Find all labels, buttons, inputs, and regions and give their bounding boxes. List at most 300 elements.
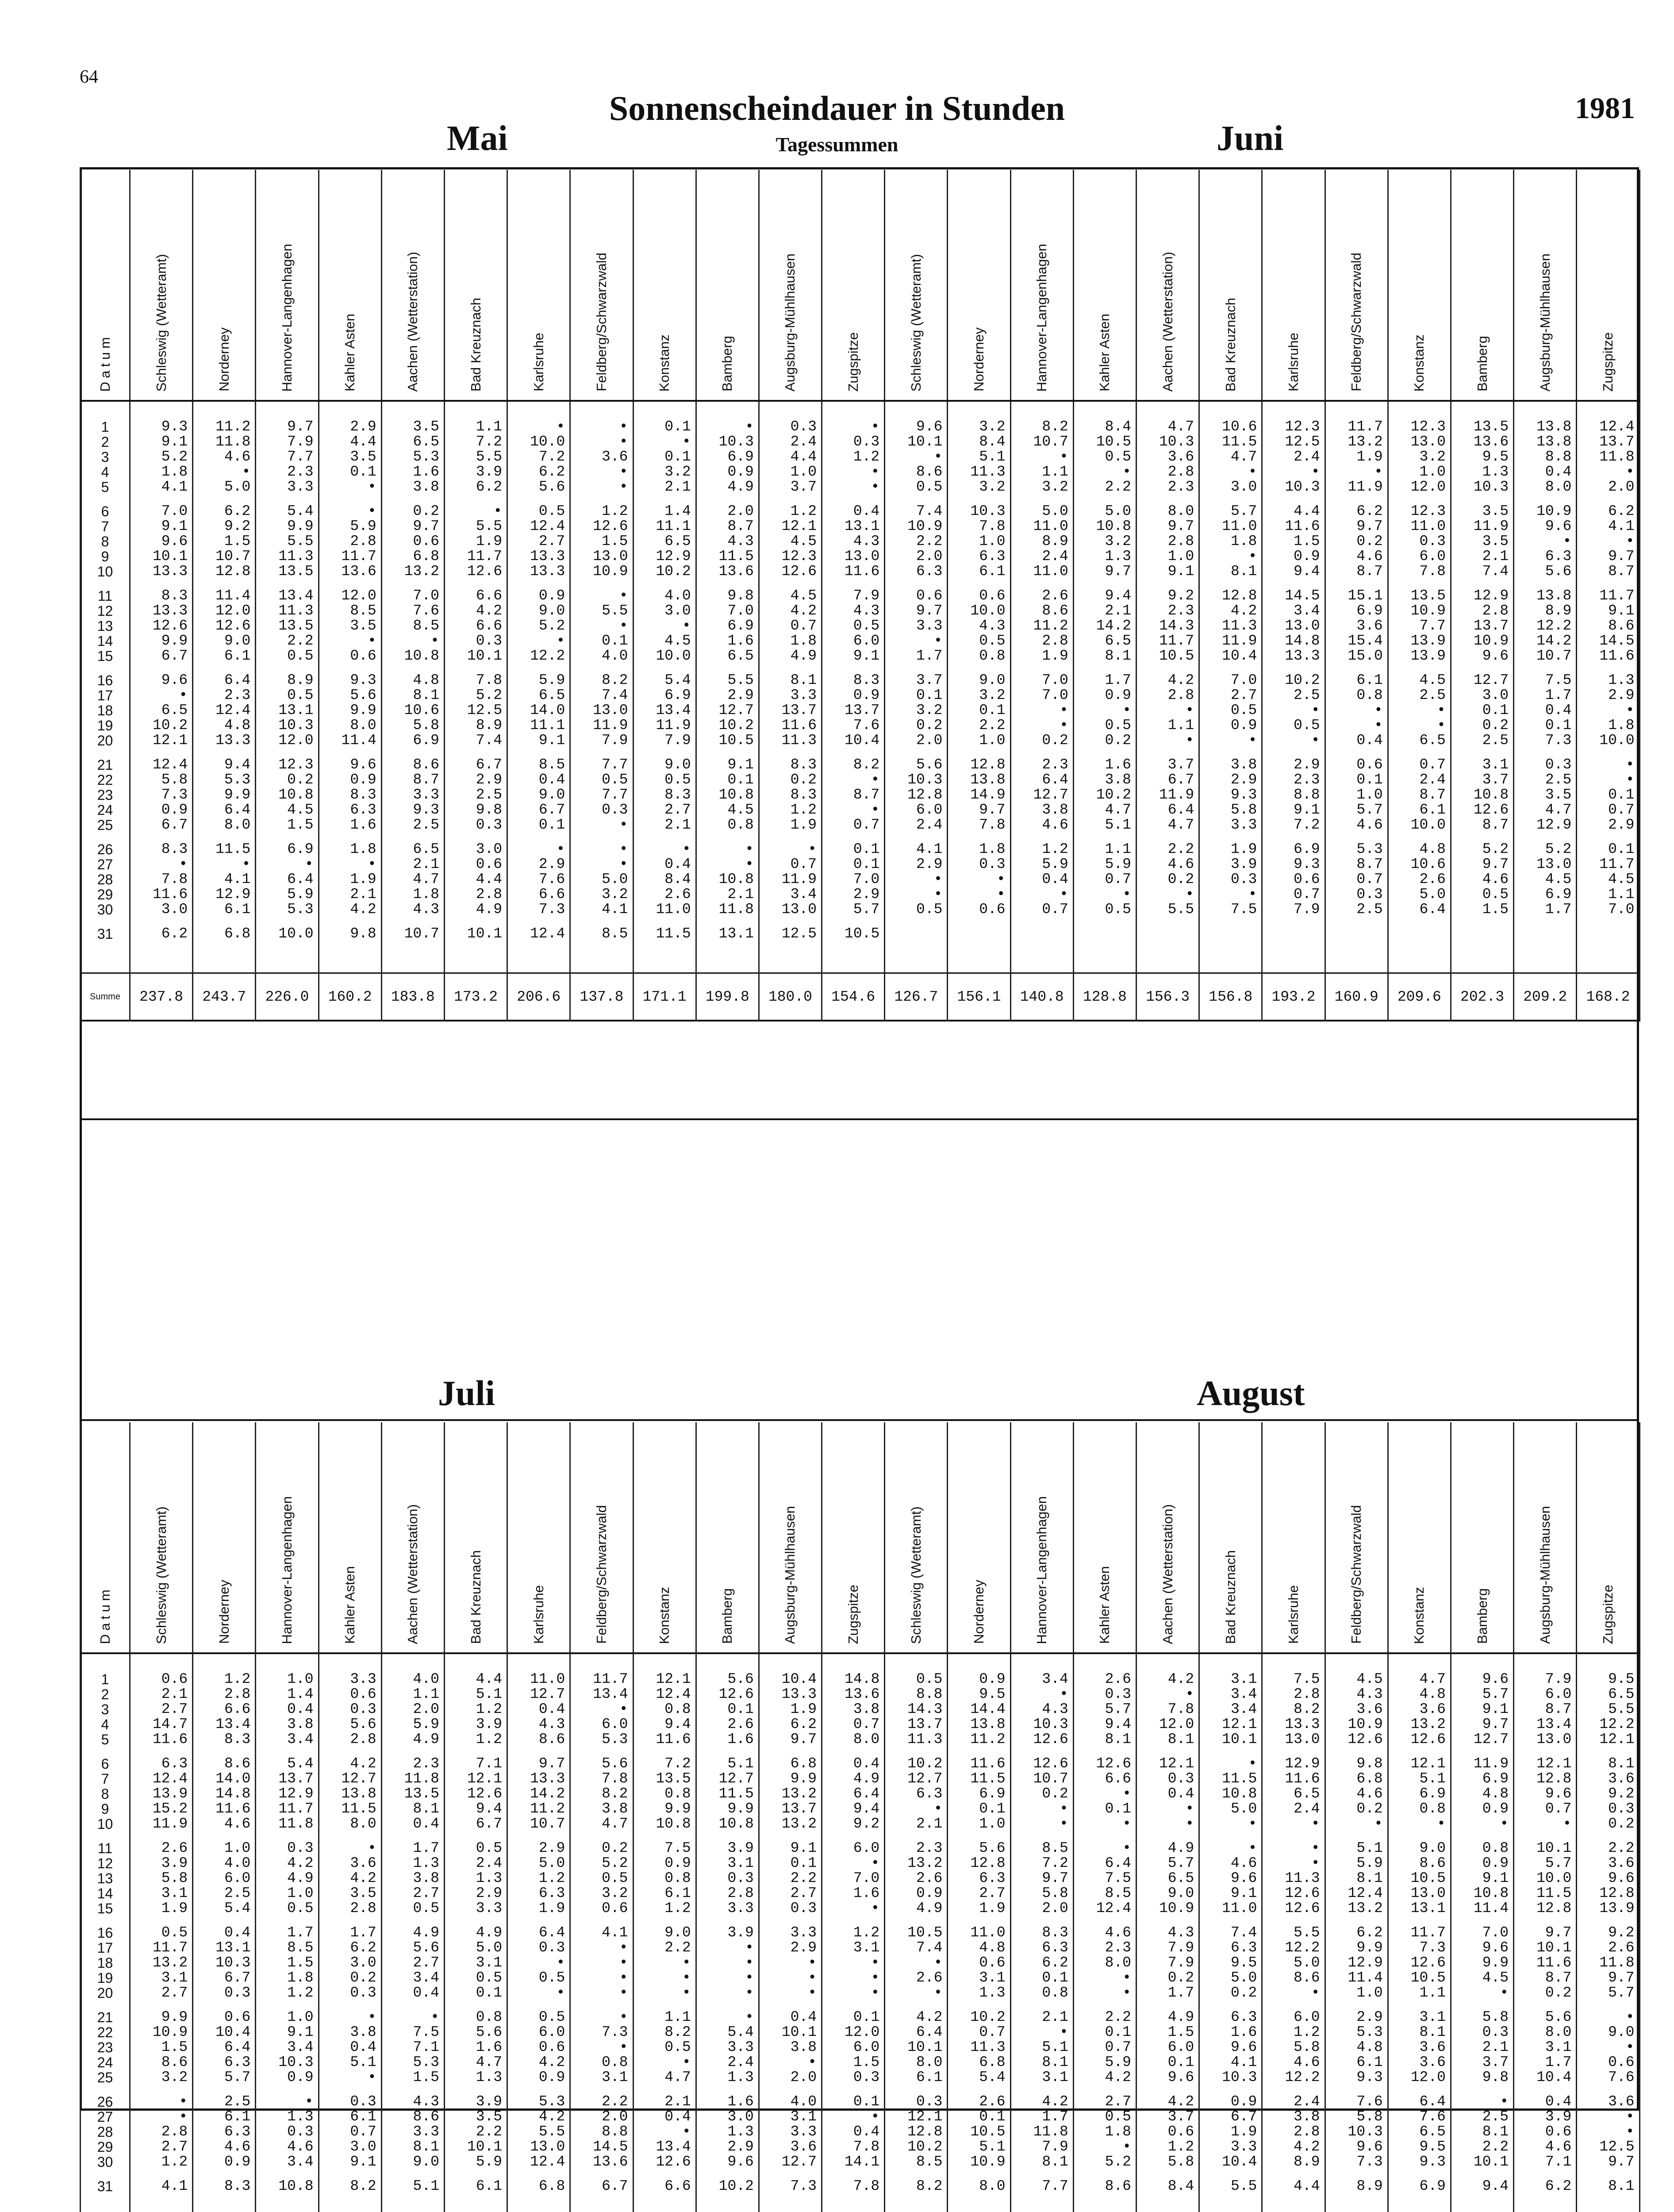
day-number: 2 <box>81 434 130 449</box>
value-cell: 1.7 <box>1010 2109 1073 2124</box>
value-cell: 9.7 <box>1325 519 1388 534</box>
value-cell: 2.4 <box>696 2055 759 2070</box>
value-cell: 1.8 <box>759 634 822 649</box>
value-cell: 12.8 <box>885 787 948 803</box>
value-cell: 2.2 <box>1073 2010 1136 2025</box>
value-cell: 7.0 <box>822 1871 885 1886</box>
value-cell: 3.5 <box>1514 787 1577 803</box>
value-cell: 9.6 <box>885 419 948 434</box>
sum-cell: 126.7 <box>885 973 948 1021</box>
value-cell: 0.1 <box>570 634 633 649</box>
station-name: Zugspitze <box>1600 332 1616 392</box>
day-number: 31 <box>81 2179 130 2194</box>
station-column-header <box>1577 1422 1639 1653</box>
table-row <box>81 465 1640 480</box>
value-cell: 1.2 <box>759 803 822 818</box>
value-cell: • <box>1262 1985 1325 2001</box>
value-cell: 6.9 <box>1514 887 1577 902</box>
value-cell: 12.6 <box>1073 1756 1136 1771</box>
value-cell: 3.3 <box>696 2040 759 2055</box>
value-cell: 1.2 <box>193 1672 256 1687</box>
value-cell: 4.4 <box>1262 504 1325 519</box>
value-cell: 0.8 <box>633 1871 696 1886</box>
value-cell: 4.3 <box>822 603 885 618</box>
station-name: Bamberg <box>719 336 735 392</box>
value-cell: 13.0 <box>1514 1732 1577 1747</box>
value-cell: 0.3 <box>319 1985 381 2001</box>
value-cell: 0.3 <box>319 1702 381 1717</box>
table-row <box>81 757 1640 772</box>
value-cell: 0.3 <box>444 818 507 833</box>
value-cell: 8.7 <box>1514 1970 1577 1985</box>
value-cell: 0.2 <box>1136 872 1199 887</box>
value-cell: 8.3 <box>759 757 822 772</box>
value-cell: 6.7 <box>444 1816 507 1832</box>
value-cell: 12.3 <box>759 549 822 564</box>
value-cell: • <box>193 465 256 480</box>
value-cell: 0.8 <box>696 818 759 833</box>
value-cell: 1.3 <box>444 1871 507 1886</box>
value-cell: 1.3 <box>948 1985 1010 2001</box>
value-cell: 3.3 <box>1199 2139 1262 2154</box>
value-cell: • <box>1262 1816 1325 1832</box>
value-cell: 0.7 <box>1010 902 1073 917</box>
value-cell: 7.0 <box>696 603 759 618</box>
value-cell: 3.1 <box>948 1970 1010 1985</box>
value-cell: 0.1 <box>1073 1801 1136 1816</box>
value-cell: 12.6 <box>444 564 507 579</box>
value-cell: 4.6 <box>193 2139 256 2154</box>
value-cell: • <box>570 2040 633 2055</box>
day-number: 22 <box>81 772 130 787</box>
value-cell: 2.5 <box>1451 733 1513 748</box>
value-cell: 9.2 <box>822 1816 885 1832</box>
value-cell: 6.4 <box>193 803 256 818</box>
value-cell: 7.0 <box>1199 673 1262 688</box>
value-cell: 10.2 <box>948 2010 1010 2025</box>
value-cell: 0.7 <box>822 1717 885 1732</box>
value-cell: 0.3 <box>1199 872 1262 887</box>
value-cell: 6.9 <box>256 842 319 857</box>
value-cell: 2.5 <box>1451 2109 1513 2124</box>
month-label-juli: Juli <box>438 1374 495 1413</box>
table-row <box>81 2154 1640 2170</box>
value-cell: 3.4 <box>1199 1702 1262 1717</box>
value-cell: 8.1 <box>759 673 822 688</box>
day-number: 15 <box>81 649 130 664</box>
table-row <box>81 549 1640 564</box>
value-cell: 12.9 <box>633 549 696 564</box>
value-cell: 0.3 <box>1514 757 1577 772</box>
value-cell: 7.0 <box>822 872 885 887</box>
station-name: Hannover-Langenhagen <box>1034 243 1050 392</box>
value-cell: 0.6 <box>319 1687 381 1702</box>
value-cell: 0.6 <box>885 588 948 603</box>
value-cell: 0.9 <box>1199 718 1262 733</box>
value-cell: 3.7 <box>759 480 822 495</box>
value-cell: 5.8 <box>1325 2109 1388 2124</box>
value-cell: 0.3 <box>822 2070 885 2085</box>
value-cell: 0.2 <box>1451 718 1513 733</box>
value-cell: 13.8 <box>1514 419 1577 434</box>
value-cell: 1.2 <box>507 1871 570 1886</box>
value-cell: 2.8 <box>1136 465 1199 480</box>
table-row <box>81 1901 1640 1916</box>
sum-cell: 171.1 <box>633 973 696 1021</box>
table-row <box>81 603 1640 618</box>
value-cell: 6.6 <box>444 588 507 603</box>
value-cell: 4.3 <box>381 2094 444 2109</box>
value-cell: • <box>1010 449 1073 465</box>
value-cell: 4.6 <box>1010 818 1073 833</box>
value-cell: 1.8 <box>1577 718 1639 733</box>
value-cell: 2.0 <box>759 2070 822 2085</box>
value-cell: 9.3 <box>381 803 444 818</box>
value-cell: 4.3 <box>696 534 759 549</box>
value-cell: 9.0 <box>948 673 1010 688</box>
value-cell: 9.6 <box>1325 2139 1388 2154</box>
value-cell: 9.9 <box>1325 1940 1388 1955</box>
station-column-header <box>193 1422 256 1653</box>
value-cell: 11.9 <box>633 718 696 733</box>
value-cell: 12.6 <box>1388 1732 1451 1747</box>
value-cell: 3.0 <box>444 842 507 857</box>
value-cell: 4.9 <box>1136 2010 1199 2025</box>
value-cell: 7.6 <box>822 718 885 733</box>
value-cell: 5.9 <box>1010 857 1073 872</box>
value-cell: 11.5 <box>1514 1886 1577 1901</box>
value-cell: 0.4 <box>1010 872 1073 887</box>
value-cell: 3.6 <box>1388 2055 1451 2070</box>
value-cell: 6.3 <box>193 2124 256 2139</box>
value-cell: 8.1 <box>1325 1871 1388 1886</box>
value-cell: 0.8 <box>444 2010 507 2025</box>
value-cell: • <box>1262 703 1325 718</box>
value-cell: 7.4 <box>570 688 633 703</box>
value-cell: 4.9 <box>381 1925 444 1940</box>
value-cell: 8.6 <box>507 1732 570 1747</box>
value-cell: 3.8 <box>1262 2109 1325 2124</box>
value-cell: 11.2 <box>193 419 256 434</box>
value-cell: 2.1 <box>885 1816 948 1832</box>
table-row <box>81 1756 1640 1771</box>
value-cell: • <box>1577 772 1639 787</box>
value-cell: 6.3 <box>885 1786 948 1801</box>
value-cell: 10.4 <box>193 2025 256 2040</box>
value-cell: 1.9 <box>1325 449 1388 465</box>
day-number: 16 <box>81 673 130 688</box>
value-cell: 13.3 <box>130 603 193 618</box>
value-cell: 1.7 <box>1136 1985 1199 2001</box>
value-cell: 2.1 <box>130 1687 193 1702</box>
value-cell: 15.0 <box>1325 649 1388 664</box>
value-cell: • <box>319 857 381 872</box>
value-cell: 9.6 <box>130 534 193 549</box>
value-cell: 4.3 <box>1325 1687 1388 1702</box>
value-cell: 3.8 <box>319 2025 381 2040</box>
value-cell: 11.7 <box>1325 419 1388 434</box>
value-cell: 4.6 <box>1514 2139 1577 2154</box>
value-cell: • <box>570 618 633 634</box>
value-cell: 5.9 <box>507 673 570 688</box>
value-cell: 8.0 <box>1514 480 1577 495</box>
value-cell: 4.6 <box>1325 818 1388 833</box>
value-cell: • <box>633 434 696 449</box>
value-cell: 7.1 <box>444 1756 507 1771</box>
value-cell: 9.0 <box>633 757 696 772</box>
value-cell: 10.0 <box>507 434 570 449</box>
value-cell: 10.8 <box>381 649 444 664</box>
value-cell: 0.5 <box>444 1841 507 1856</box>
value-cell: 0.8 <box>1388 1801 1451 1816</box>
value-cell: 6.1 <box>193 649 256 664</box>
value-cell: 3.6 <box>759 2139 822 2154</box>
value-cell: 6.4 <box>256 872 319 887</box>
value-cell: 11.8 <box>381 1771 444 1786</box>
value-cell: 0.5 <box>130 1925 193 1940</box>
value-cell: 5.4 <box>696 2025 759 2040</box>
value-cell: 5.0 <box>1073 504 1136 519</box>
value-cell: • <box>130 2094 193 2109</box>
value-cell: 4.3 <box>507 1717 570 1732</box>
station-name: Feldberg/Schwarzwald <box>1348 1505 1364 1644</box>
value-cell: 4.3 <box>1136 1925 1199 1940</box>
value-cell: 9.4 <box>633 1717 696 1732</box>
value-cell: 0.7 <box>759 618 822 634</box>
station-name: Bad Kreuznach <box>468 1550 484 1644</box>
table-row <box>81 926 1640 941</box>
value-cell: 2.0 <box>570 2109 633 2124</box>
value-cell: 8.1 <box>1073 649 1136 664</box>
value-cell: 6.3 <box>1199 1940 1262 1955</box>
value-cell: 3.9 <box>444 465 507 480</box>
value-cell <box>1010 926 1073 941</box>
value-cell: 13.0 <box>1388 1886 1451 1901</box>
value-cell: 10.6 <box>1388 857 1451 872</box>
value-cell: 8.8 <box>885 1687 948 1702</box>
value-cell: 5.3 <box>1325 2025 1388 2040</box>
value-cell: 7.3 <box>1514 733 1577 748</box>
value-cell: 13.2 <box>1325 434 1388 449</box>
value-cell: 4.2 <box>1136 2094 1199 2109</box>
value-cell: 6.6 <box>507 887 570 902</box>
value-cell: 9.2 <box>1577 1925 1639 1940</box>
value-cell: 1.2 <box>822 1925 885 1940</box>
value-cell: 0.5 <box>1073 902 1136 917</box>
value-cell: 12.7 <box>319 1771 381 1786</box>
value-cell: 8.6 <box>1262 1970 1325 1985</box>
value-cell: 3.1 <box>1199 1672 1262 1687</box>
table-row <box>81 1732 1640 1747</box>
value-cell: 6.5 <box>1262 1786 1325 1801</box>
month-label-juni: Juni <box>1217 119 1284 158</box>
value-cell: 7.2 <box>1262 818 1325 833</box>
value-cell: 10.4 <box>1199 2154 1262 2170</box>
value-cell: 2.1 <box>1451 549 1513 564</box>
value-cell: 9.1 <box>507 733 570 748</box>
value-cell: 1.2 <box>633 1901 696 1916</box>
value-cell: 2.2 <box>444 2124 507 2139</box>
value-cell: 4.9 <box>444 1925 507 1940</box>
value-cell: 1.5 <box>822 2055 885 2070</box>
sum-label: Summe <box>81 973 130 1021</box>
value-cell: 5.1 <box>1325 1841 1388 1856</box>
table-row <box>81 1940 1640 1955</box>
day-number: 6 <box>81 504 130 519</box>
value-cell: 1.0 <box>1136 549 1199 564</box>
station-column-header <box>1010 1422 1073 1653</box>
value-cell: 8.5 <box>381 618 444 634</box>
value-cell: 1.5 <box>1451 902 1513 917</box>
value-cell: 6.4 <box>822 1786 885 1801</box>
value-cell: 11.9 <box>1199 634 1262 649</box>
value-cell: 0.8 <box>633 1786 696 1801</box>
value-cell: 10.1 <box>1514 1940 1577 1955</box>
value-cell: 12.2 <box>1262 1940 1325 1955</box>
value-cell: 0.1 <box>885 688 948 703</box>
station-column-header <box>444 170 507 401</box>
value-cell: 6.8 <box>193 926 256 941</box>
value-cell: 11.9 <box>570 718 633 733</box>
value-cell: 5.0 <box>1388 887 1451 902</box>
value-cell: 0.1 <box>948 2109 1010 2124</box>
value-cell: 9.3 <box>1262 857 1325 872</box>
value-cell: 7.4 <box>885 504 948 519</box>
value-cell: 3.0 <box>130 902 193 917</box>
value-cell: 3.1 <box>759 2109 822 2124</box>
value-cell: 13.3 <box>1262 649 1325 664</box>
value-cell: 0.4 <box>193 1925 256 1940</box>
value-cell: 0.1 <box>1073 2025 1136 2040</box>
value-cell: 9.7 <box>1451 857 1513 872</box>
value-cell: 6.7 <box>130 818 193 833</box>
value-cell: 6.2 <box>507 465 570 480</box>
value-cell: 8.5 <box>885 2154 948 2170</box>
value-cell: 12.7 <box>759 2154 822 2170</box>
value-cell: 3.3 <box>885 618 948 634</box>
value-cell: 12.8 <box>885 2124 948 2139</box>
value-cell: 7.8 <box>570 1771 633 1786</box>
value-cell: 5.8 <box>130 1871 193 1886</box>
station-column-header <box>696 170 759 401</box>
value-cell: 8.2 <box>1262 1702 1325 1717</box>
value-cell: 3.5 <box>319 618 381 634</box>
table-row <box>81 534 1640 549</box>
value-cell: 2.9 <box>507 1841 570 1856</box>
value-cell: 5.1 <box>319 2055 381 2070</box>
value-cell: • <box>1073 1816 1136 1832</box>
value-cell: 6.8 <box>1325 1771 1388 1786</box>
value-cell: • <box>1577 465 1639 480</box>
value-cell: 2.9 <box>444 1886 507 1901</box>
value-cell: 0.9 <box>1262 549 1325 564</box>
value-cell: 3.8 <box>1199 757 1262 772</box>
value-cell: 13.1 <box>193 1940 256 1955</box>
value-cell: 10.8 <box>1451 787 1513 803</box>
value-cell: 0.4 <box>507 1702 570 1717</box>
value-cell: 4.2 <box>1136 1672 1199 1687</box>
station-name: Aachen (Wetterstation) <box>405 251 421 392</box>
value-cell: 9.6 <box>319 757 381 772</box>
table-row <box>81 1816 1640 1832</box>
value-cell: 6.3 <box>1199 2010 1262 2025</box>
table-row <box>81 1771 1640 1786</box>
date-column-header <box>81 170 130 401</box>
value-cell: 12.4 <box>507 926 570 941</box>
value-cell: 5.1 <box>948 2139 1010 2154</box>
value-cell: 13.5 <box>381 1786 444 1801</box>
value-cell: 13.6 <box>570 2154 633 2170</box>
value-cell: 9.5 <box>1451 449 1513 465</box>
value-cell: 9.6 <box>1514 519 1577 534</box>
value-cell: 0.3 <box>822 434 885 449</box>
value-cell: 1.6 <box>696 1732 759 1747</box>
value-cell: 12.6 <box>1325 1732 1388 1747</box>
value-cell: 14.5 <box>570 2139 633 2154</box>
value-cell: 3.4 <box>256 2040 319 2055</box>
value-cell: 0.8 <box>633 1702 696 1717</box>
value-cell: 6.5 <box>130 703 193 718</box>
value-cell: 9.1 <box>1262 803 1325 818</box>
value-cell: 7.7 <box>256 449 319 465</box>
value-cell: 9.1 <box>759 1841 822 1856</box>
station-name: Kahler Asten <box>1097 1566 1113 1644</box>
value-cell: • <box>570 419 633 434</box>
value-cell: 6.2 <box>130 926 193 941</box>
value-cell: • <box>1199 1756 1262 1771</box>
value-cell: 2.4 <box>885 818 948 833</box>
value-cell: 5.8 <box>1451 2010 1513 2025</box>
value-cell: 11.6 <box>1514 1955 1577 1970</box>
station-column-header <box>1577 170 1639 401</box>
value-cell: 8.4 <box>633 872 696 887</box>
value-cell: 8.0 <box>1514 2025 1577 2040</box>
value-cell: 1.0 <box>256 1672 319 1687</box>
value-cell: 8.0 <box>319 1816 381 1832</box>
value-cell: 7.3 <box>1325 2154 1388 2170</box>
value-cell: 0.1 <box>1577 842 1639 857</box>
value-cell: 11.3 <box>1199 618 1262 634</box>
table-row <box>81 1672 1640 1687</box>
value-cell: 2.7 <box>948 1886 1010 1901</box>
value-cell: 3.2 <box>948 688 1010 703</box>
value-cell: 12.7 <box>1451 1732 1513 1747</box>
value-cell: • <box>696 842 759 857</box>
station-name: Schleswig (Wetteramt) <box>153 1506 169 1644</box>
day-number: 27 <box>81 2109 130 2124</box>
value-cell: 12.8 <box>948 757 1010 772</box>
value-cell: 2.1 <box>1451 2040 1513 2055</box>
station-column-header <box>319 1422 381 1653</box>
value-cell: 6.3 <box>319 803 381 818</box>
value-cell: 11.7 <box>130 1940 193 1955</box>
value-cell: 0.3 <box>1451 2025 1513 2040</box>
value-cell: 5.2 <box>130 449 193 465</box>
value-cell: • <box>1451 1816 1513 1832</box>
value-cell: 10.8 <box>1199 1786 1262 1801</box>
value-cell: 8.2 <box>319 2179 381 2194</box>
value-cell: 9.7 <box>1514 1925 1577 1940</box>
value-cell: • <box>1136 1816 1199 1832</box>
value-cell: 2.5 <box>193 2094 256 2109</box>
value-cell: 0.9 <box>1073 688 1136 703</box>
value-cell: 0.6 <box>1577 2055 1639 2070</box>
value-cell: 0.5 <box>822 618 885 634</box>
value-cell <box>1514 926 1577 941</box>
value-cell: 5.2 <box>570 1856 633 1871</box>
value-cell: 4.5 <box>1577 872 1639 887</box>
value-cell: • <box>1010 703 1073 718</box>
